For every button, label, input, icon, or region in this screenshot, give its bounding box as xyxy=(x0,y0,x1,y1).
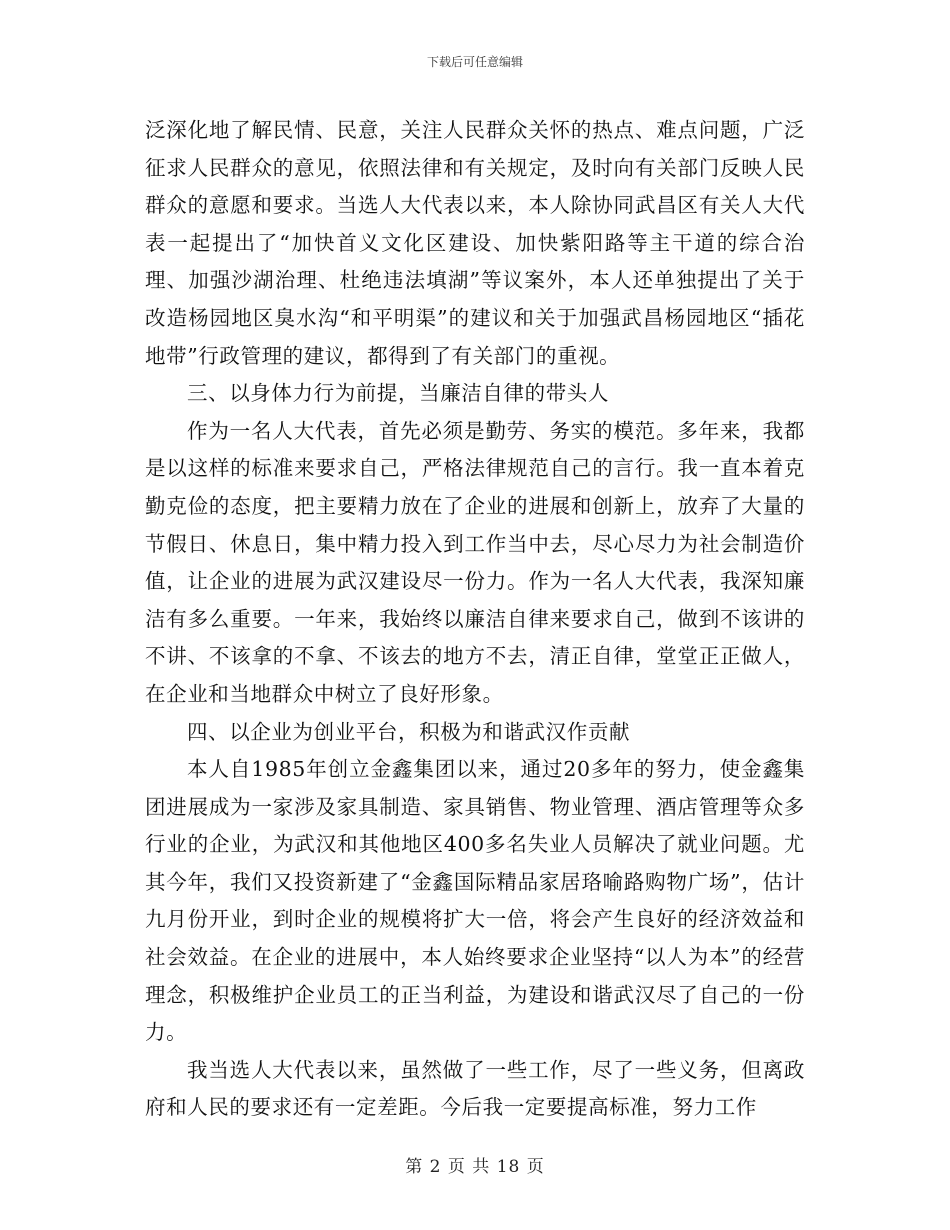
document-body xyxy=(145,112,805,1127)
page-number-footer: 第 2 页 共 18 页 xyxy=(405,1157,545,1177)
paragraph-6: 我当选人大代表以来，虽然做了一些工作，尽了一些义务，但离政府和人民的要求还有一定差距。今后我一定要提高标准，努力工作 xyxy=(145,1057,805,1120)
paragraph-5: 本人自1985年创立金鑫集团以来，通过20多年的努力，使金鑫集团进展成为一家涉及家具制造、家具销售、物业管理、酒店管理等众多行业的企业，为武汉和其他地区400多名失业人员解决了就业问题。尤其今年，我们又投资新建了“金鑫国际精品家居珞喻路购物广场”，估计九月份开业，到时企业的规模将扩大一倍，将会产生良好的经济效益和社会效益。在企业的进展中，本人始终要求企业坚持“以人为本”的经营理念，积极维护企业员工的正当利益，为建设和谐武汉尽了自己的一份力。 xyxy=(145,757,805,1045)
paragraph-3: 作为一名人大代表，首先必须是勤劳、务实的模范。多年来，我都是以这样的标准来要求自己，严格法律规范自己的言行。我一直本着克勤克俭的态度，把主要精力放在了企业的进展和创新上，放弃了大量的节假日、休息日，集中精力投入到工作当中去，尽心尽力为社会制造价值，让企业的进展为武汉建设尽一份力。作为一名人大代表，我深知廉洁有多么重要。一年来，我始终以廉洁自律来要求自己，做到不该讲的不讲、不该拿的不拿、不该去的地方不去，清正自律，堂堂正正做人，在企业和当地群众中树立了良好形象。 xyxy=(145,418,805,706)
section-heading-4: 四、以企业为创业平台，积极为和谐武汉作贡献 xyxy=(187,719,631,744)
paragraph-1: 泛深化地了解民情、民意，关注人民群众关怀的热点、难点问题，广泛征求人民群众的意见，依照法律和有关规定，及时向有关部门反映人民群众的意愿和要求。当选人大代表以来，本人除协同武昌区有关人大代表一起提出了“加快首义文化区建设、加快紫阳路等主干道的综合治理、加强沙湖治理、杜绝违法填湖”等议案外，本人还单独提出了关于改造杨园地区臭水沟“和平明渠”的建议和关于加强武昌杨园地区“插花地带”行政管理的建议，都得到了有关部门的重视。 xyxy=(145,118,805,368)
section-heading-3: 三、以身体力行为前提，当廉洁自律的带头人 xyxy=(187,381,609,406)
page-header: 下载后可任意编辑 xyxy=(426,55,523,69)
